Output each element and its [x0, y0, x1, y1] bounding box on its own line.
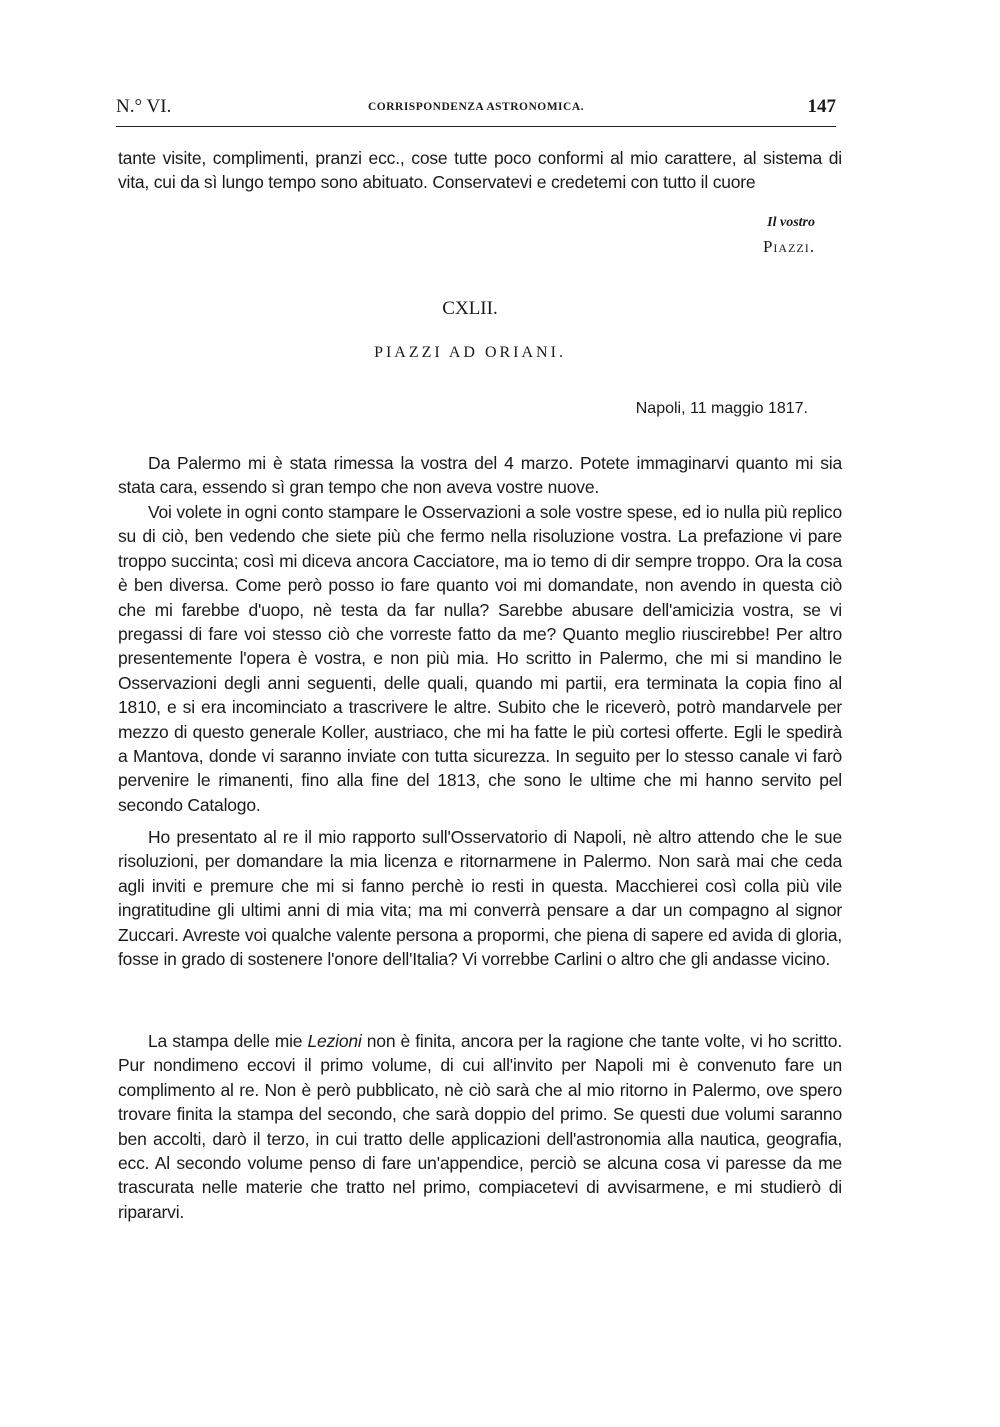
paragraph-4-rest: non è finita, ancora per la ragione che tante volte, vi ho scritto. Pur nondimeno eccovi il primo volume, di cui all'invito per Napoli mi è convenuto fare un complimento al re. Non è però pubblicato, nè ciò sarà che al mio ritorno in Palermo, ove spero trovare finita la stampa del secondo, che sarà doppio del primo. Se questi due volumi saranno ben accolti, darò il terzo, in cui tratto delle applicazioni dell'astronomia alla nautica, geografia, ecc. Al secondo volume penso di fare un'appendice, perciò se alcuna cosa vi paresse da me trascurata nelle materie che tratto nel primo, compiacetevi di avvisarmene, e mi studierò di ripararvi.: [118, 1031, 842, 1222]
issue-number: N.° VI.: [116, 96, 172, 117]
closing-signature: [763, 211, 815, 259]
letter-date: Napoli, 11 maggio 1817.: [635, 400, 808, 417]
closing-formula: Il vostro: [767, 215, 815, 230]
italic-title-lezioni: Lezioni: [307, 1031, 362, 1051]
paragraph-1: Da Palermo mi è stata rimessa la vostra del 4 marzo. Potete immaginarvi quanto mi sia stata cara, essendo sì gran tempo che non aveva vostre nuove.: [118, 453, 842, 498]
letter-title: PIAZZI AD ORIANI.: [374, 344, 566, 361]
signature: Piazzi.: [762, 237, 815, 256]
paragraph-3: Ho presentato al re il mio rapporto sull'Osservatorio di Napoli, nè altro attendo che le sue risoluzioni, per domandare la mia licenza e ritornarmene in Palermo. Non sarà mai che ceda agli inviti e premure che mi si fanno perchè io resti in questa. Macchierei così colla più vile ingratitudine gli ultimi anni di mia vita; ma mi converrà pensare a dar un compagno al signor Zuccari. Avreste voi qualche valente persona a propormi, che piena di sapere ed avida di gloria, fosse in grado di sostenere l'onore dell'Italia? Vi vorrebbe Carlini o altro che gli andasse vicino.: [118, 827, 842, 970]
page-number: 147: [807, 96, 836, 117]
running-header: [116, 92, 836, 127]
running-title: CORRISPONDENZA ASTRONOMICA.: [367, 101, 585, 113]
paragraph-4: [118, 1029, 842, 1224]
previous-letter-ending: tante visite, complimenti, pranzi ecc., cose tutte poco conformi al mio carattere, al sistema di vita, cui da sì lungo tempo sono abituato. Conservatevi e credetemi con tutto il cuore: [118, 148, 842, 193]
paragraph-4-start: La stampa delle mie: [148, 1031, 308, 1051]
letter-number: CXLII.: [442, 298, 498, 319]
paragraph-2: Voi volete in ogni conto stampare le Osservazioni a sole vostre spese, ed io nulla più replico su di ciò, ben vedendo che siete più che fermo nella risoluzione vostra. La prefazione vi pare troppo succinta; così mi diceva ancora Cacciatore, ma io temo di dir sempre troppo. Ora la cosa è ben diversa. Come però posso io fare quanto voi mi domandate, non avendo in questa ciò che mi farebbe d'uopo, nè testa da far nulla? Sarebbe abusare dell'amicizia vostra, se vi pregassi di fare voi stesso ciò che vorreste fatto da me? Quanto meglio riuscirebbe! Per altro presentemente l'opera è vostra, e non più mia. Ho scritto in Palermo, che mi si mandino le Osservazioni degli anni seguenti, delle quali, quando mi partii, era terminata la copia fino al 1810, e si era incominciato a trascrivere le altre. Subito che le riceverò, potrò mandarvele per mezzo di questo generale Koller, austriaco, che mi ha fatte le più cortesi offerte. Egli le spedirà a Mantova, donde vi saranno inviate con tutta sicurezza. In seguito per lo stesso canale vi farò pervenire le rimanenti, fino alla fine del 1813, che sono le ultime che mi hanno servito pel secondo Catalogo.: [118, 502, 842, 815]
